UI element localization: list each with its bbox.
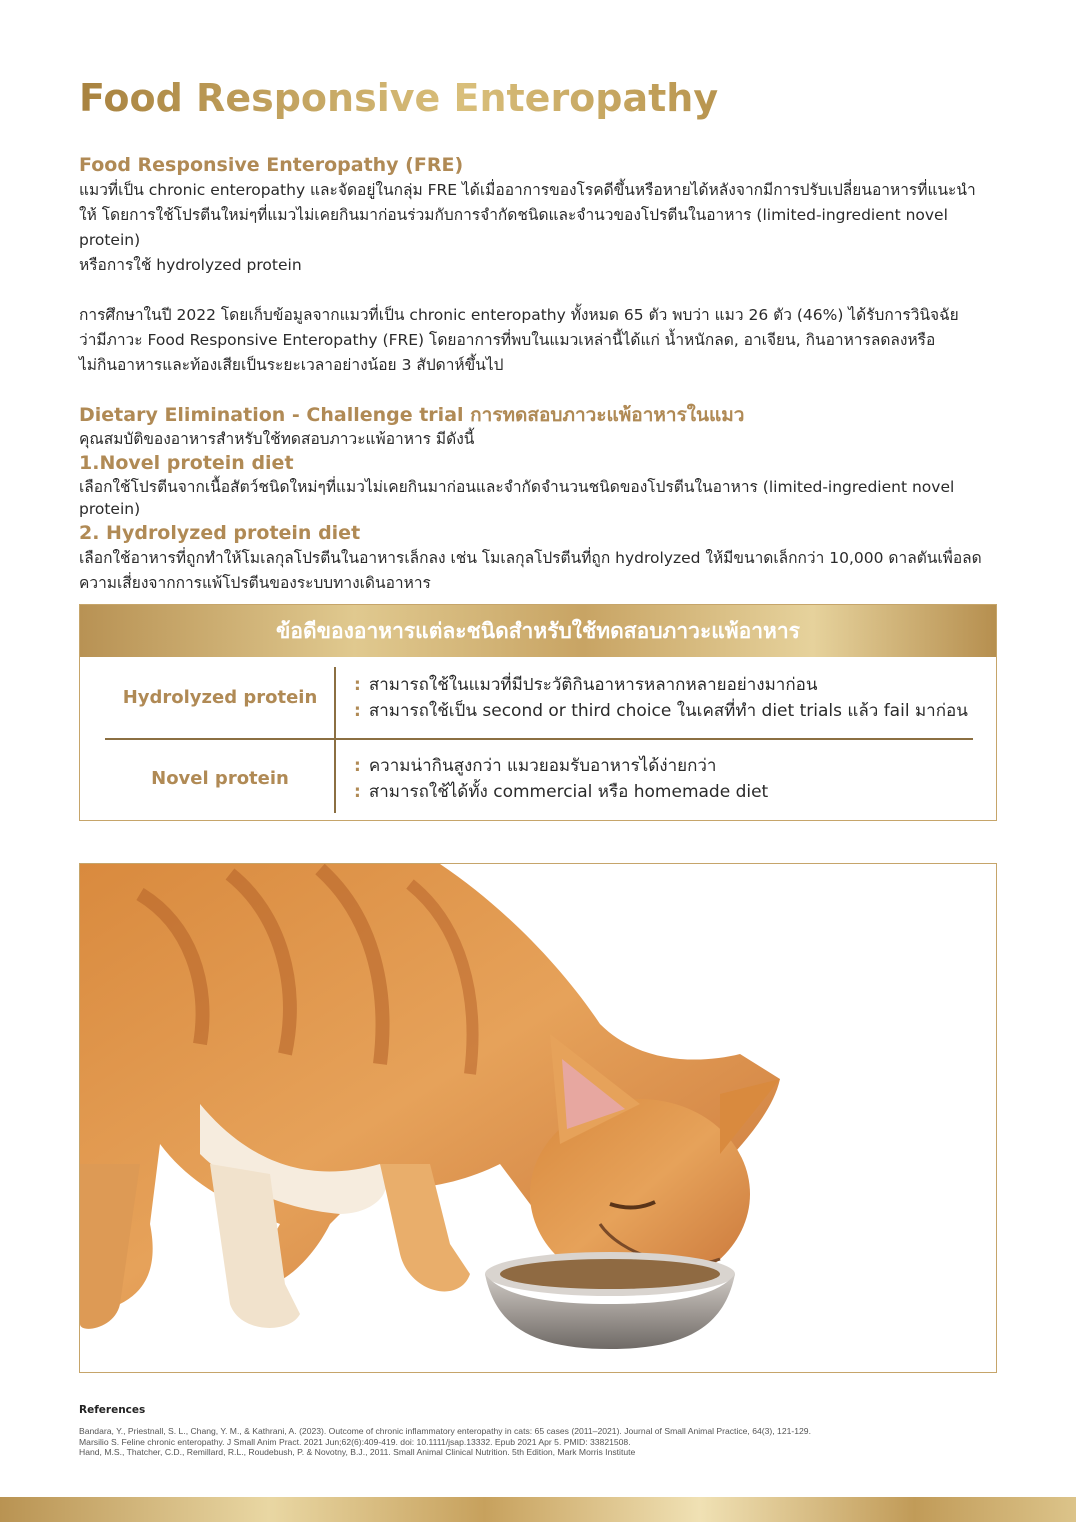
novel-protein-text: เลือกใช้โปรตีนจากเนื้อสัตว์ชนิดใหม่ๆที่แมวไม่เคยกินมาก่อนและจำกัดจำนวนชนิดของโปรตีนในอาหาร (limited-ingredient novel protein)	[79, 478, 955, 518]
fre-section	[79, 152, 999, 378]
row-label-novel: Novel protein	[151, 768, 289, 789]
fre-paragraph-2-line-1: การศึกษาในปี 2022 โดยเก็บข้อมูลจากแมวที่เป็น chronic enteropathy ทั้งหมด 65 ตัว พบว่า แมว 26 ตัว (46%) ได้รับการวินิจฉัย	[79, 306, 959, 324]
hydrolyzed-text-line-2: ความเสี่ยงจากการแพ้โปรตีนของระบบทางเดินอาหาร	[79, 574, 431, 592]
fre-paragraph-1-line-2: ให้ โดยการใช้โปรตีนใหม่ๆที่แมวไม่เคยกินมาก่อนร่วมกับการจำกัดชนิดและจำนวของโปรตีนในอาหาร (limited-ingredient novel protein)	[79, 206, 948, 249]
reference-item: Hand, M.S., Thatcher, C.D., Remillard, R.L., Roudebush, P. & Novotny, B.J., 2011. Small Animal Clinical Nutrition. 5th Edition, Mark Morris Institute	[79, 1447, 636, 1457]
advantages-table	[79, 604, 997, 821]
references-title: References	[79, 1404, 146, 1416]
cat-illustration	[80, 864, 996, 1372]
table-header: ข้อดีของอาหารแต่ละชนิดสำหรับใช้ทดสอบภาวะแพ้อาหาร	[80, 605, 996, 657]
hydrolyzed-protein-heading: 2. Hydrolyzed protein diet	[79, 522, 361, 544]
page-title: Food Responsive Enteropathy	[79, 76, 719, 120]
table-row-hydrolyzed	[80, 667, 996, 737]
table-item: : สามารถใช้เป็น second or third choice ในเคสที่ทำ diet trials แล้ว fail มาก่อน	[354, 701, 968, 721]
row-label-hydrolyzed: Hydrolyzed protein	[122, 687, 318, 708]
hydrolyzed-text-line-1: เลือกใช้อาหารที่ถูกทำให้โมเลกุลโปรตีนในอาหารเล็กลง เช่น โมเลกุลโปรตีนที่ถูก hydrolyzed ให้มีขนาดเล็กกว่า 10,000 ดาลตันเพื่อลด	[79, 549, 982, 567]
table-item: : สามารถใช้ในแมวที่มีประวัติกินอาหารหลากหลายอย่างมาก่อน	[354, 675, 818, 695]
cat-eating-photo	[79, 863, 997, 1373]
table-row-novel	[80, 740, 996, 815]
footer-gold-bar	[0, 1497, 1076, 1522]
dietary-intro: คุณสมบัติของอาหารสำหรับใช้ทดสอบภาวะแพ้อาหาร มีดังนี้	[79, 430, 475, 448]
dietary-heading: Dietary Elimination - Challenge trial การทดสอบภาวะแพ้อาหารในแมว	[79, 404, 745, 426]
row-items-novel	[354, 753, 768, 805]
reference-item: Bandara, Y., Priestnall, S. L., Chang, Y. M., & Kathrani, A. (2023). Outcome of chronic inflammatory enteropathy in cats: 65 cases (2011–2021). Journal of Small Animal Practice, 64(3), 121-129.	[79, 1426, 811, 1436]
fre-heading: Food Responsive Enteropathy (FRE)	[79, 154, 464, 176]
fre-paragraph-1-line-1: แมวที่เป็น chronic enteropathy และจัดอยู่ในกลุ่ม FRE ได้เมื่ออาการของโรคดีขึ้นหรือหายได้หลังจากมีการปรับเปลี่ยนอาหารที่แนะนำ	[79, 181, 976, 199]
dietary-section	[79, 402, 999, 596]
row-items-hydrolyzed	[354, 672, 968, 724]
table-item: : สามารถใช้ได้ทั้ง commercial หรือ homemade diet	[354, 782, 769, 802]
novel-protein-heading: 1.Novel protein diet	[79, 452, 294, 474]
references	[79, 1404, 999, 1458]
fre-paragraph-1-line-3: หรือการใช้ hydrolyzed protein	[79, 256, 302, 274]
table-item: : ความน่ากินสูงกว่า แมวยอมรับอาหารได้ง่ายกว่า	[354, 756, 717, 776]
fre-paragraph-2-line-2: ว่ามีภาวะ Food Responsive Enteropathy (FRE) โดยอาการที่พบในแมวเหล่านี้ได้แก่ น้ำหนักลด, อาเจียน, กินอาหารลดลงหรือ	[79, 331, 936, 349]
fre-paragraph-2-line-3: ไม่กินอาหารและท้องเสียเป็นระยะเวลาอย่างน้อย 3 สัปดาห์ขึ้นไป	[79, 356, 504, 374]
reference-item: Marsilio S. Feline chronic enteropathy. J Small Anim Pract. 2021 Jun;62(6):409-419. doi: 10.1111/jsap.13332. Epub 2021 Apr 5. PMID: 33821508.	[79, 1436, 631, 1447]
